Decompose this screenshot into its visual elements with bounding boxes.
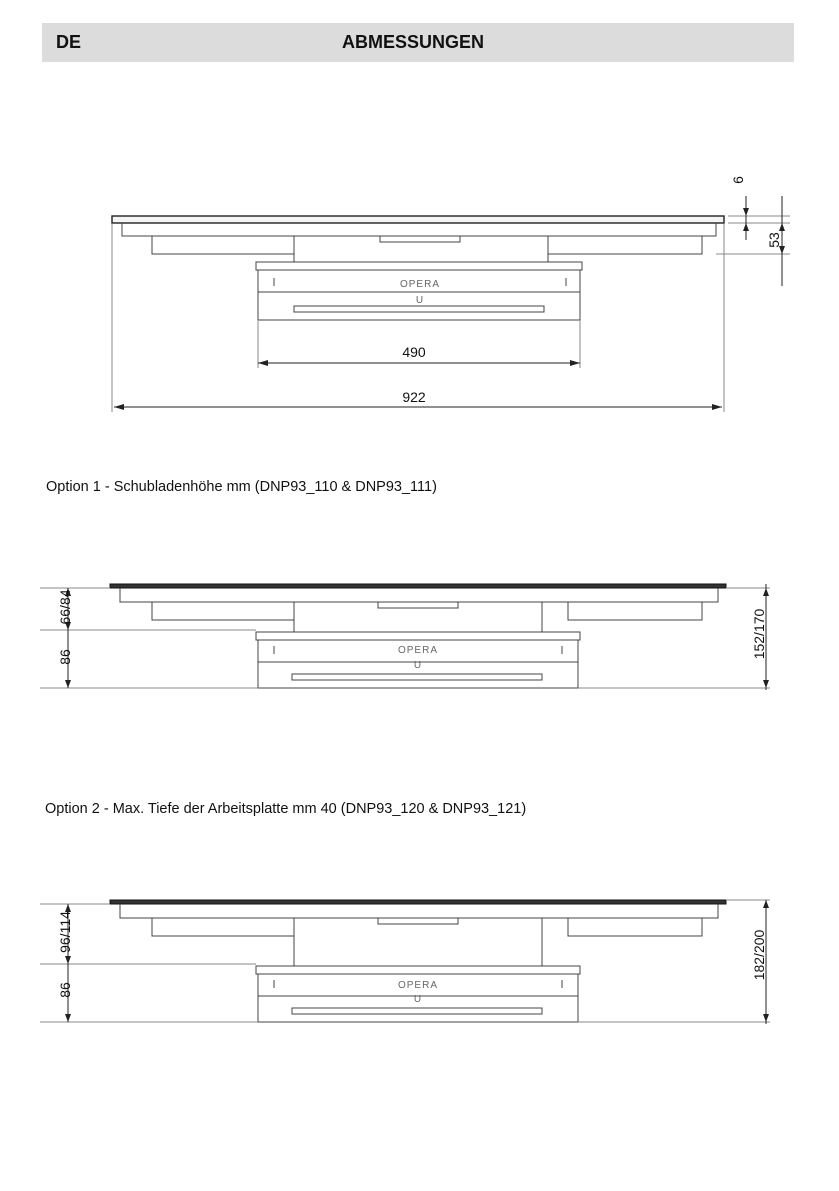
dim-total-height: 182/200 xyxy=(751,929,767,981)
dim-lower-height: 86 xyxy=(57,649,73,665)
dim-upper-height: 66/84 xyxy=(57,589,73,625)
brand-logo-mark: U xyxy=(413,994,423,1005)
brand-logo: OPERA xyxy=(397,980,439,991)
dim-lower-height: 86 xyxy=(57,982,73,998)
dim-upper-height: 96/114 xyxy=(57,911,73,953)
brand-logo: OPERA xyxy=(399,279,441,290)
option1-caption: Option 1 - Schubladenhöhe mm (DNP93_110 & DNP93_111) xyxy=(46,479,437,495)
language-code: DE xyxy=(56,32,82,52)
dim-total-height: 152/170 xyxy=(751,608,767,660)
brand-logo-mark: U xyxy=(415,295,425,306)
brand-logo-mark: U xyxy=(413,660,423,671)
dim-height: 53 xyxy=(766,232,782,248)
option2-caption: Option 2 - Max. Tiefe der Arbeitsplatte mm 40 (DNP93_120 & DNP93_121) xyxy=(45,801,527,817)
brand-logo: OPERA xyxy=(397,645,439,656)
dim-body-width: 490 xyxy=(402,344,426,360)
dim-glass-thickness: 6 xyxy=(730,176,746,184)
dim-total-width: 922 xyxy=(402,389,426,405)
page-title: ABMESSUNGEN xyxy=(342,32,485,52)
